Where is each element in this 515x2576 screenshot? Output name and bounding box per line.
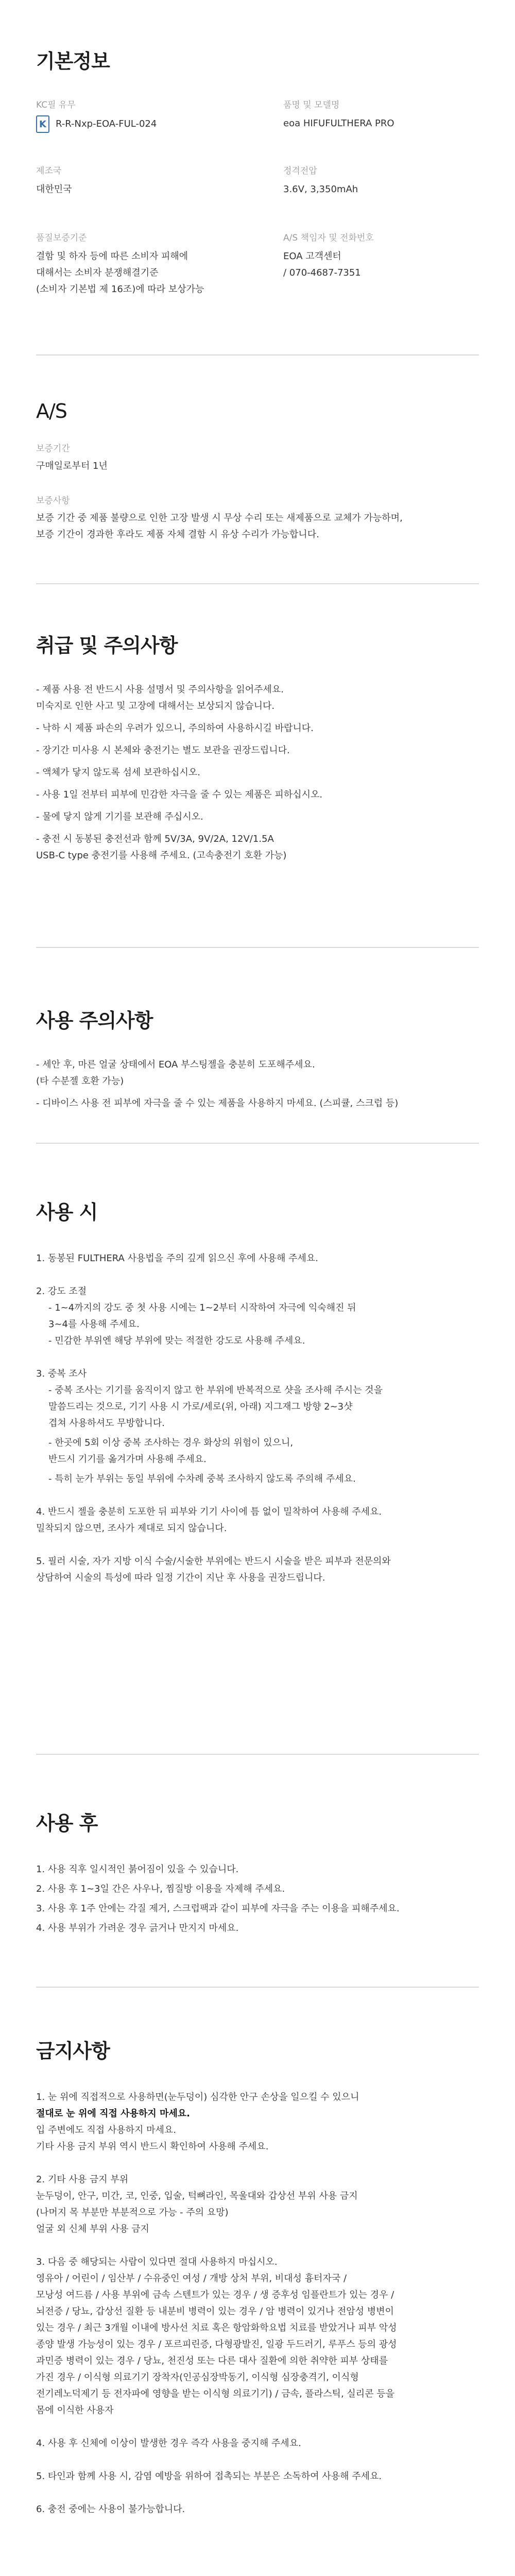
usage-step-5: 5. 필러 시술, 자가 지방 이식 수술/시술한 부위에는 반드시 시술을 받은 피부과 전문의와 상담하여 시술의 특성에 따라 일정 기간이 지난 후 사용을 권장드립니다. [36, 1556, 391, 1583]
during-use-title: 사용 시 [36, 1201, 98, 1224]
maker-country-label: 제조국 [36, 166, 62, 176]
prohibited-item-4: 4. 사용 후 신체에 이상이 발생한 경우 즉각 사용을 중지해 주세요. [36, 2438, 301, 2449]
usage-caution-section [36, 1005, 479, 1117]
after-use-section [36, 1807, 479, 1937]
warranty-matter-line: 보증 기간이 경과한 후라도 제품 자체 결함 시 유상 수리가 가능합니다. [36, 529, 319, 540]
rated-voltage-label: 정격전압 [283, 166, 317, 176]
as-section [36, 400, 479, 543]
handling-section [36, 630, 479, 870]
quality-standard-line: 결함 및 하자 등에 따른 소비자 피해에 [36, 251, 188, 262]
section-divider [36, 947, 479, 948]
after-use-item: 2. 사용 후 1~3일 간은 사우나, 찜질방 이용을 자제해 주세요. [36, 1884, 285, 1894]
maker-country-value: 대한민국 [36, 184, 72, 195]
list-item: - 충전 시 동봉된 충전선과 함께 5V/3A, 9V/2A, 12V/1.5A USB-C type 충전기를 사용해 주세요. (고속충전기 호환 가능) [36, 834, 287, 861]
list-item: - 낙하 시 제품 파손의 우려가 있으니, 주의하여 사용하시길 바랍니다. [36, 723, 314, 734]
list-item: - 물에 닿지 않게 기기를 보관해 주십시오. [36, 811, 203, 822]
prohibited-title: 금지사항 [36, 2040, 110, 2062]
list-item: - 사용 1일 전부터 피부에 민감한 자극을 줄 수 있는 제품은 피하십시오. [36, 789, 323, 800]
section-divider [36, 1987, 479, 1988]
prohibited-item-1-warning: 절대로 눈 위에 직접 사용하지 마세요. [36, 2108, 190, 2119]
list-item: - 한곳에 5회 이상 중복 조사하는 경우 화상의 위험이 있으니, 반드시 기기를 옮겨가며 사용해 주세요. [48, 1437, 294, 1465]
model-label: 품명 및 모델명 [283, 100, 340, 110]
list-item: - 디바이스 사용 전 피부에 자극을 줄 수 있는 제품을 사용하지 마세요. (스피큘, 스크럽 등) [36, 1098, 399, 1109]
section-divider [36, 354, 479, 355]
after-use-item: 4. 사용 부위가 가려운 경우 긁거나 만지지 마세요. [36, 1923, 239, 1934]
usage-step-2-list [36, 1300, 479, 1349]
usage-step-3: 3. 중복 조사 [36, 1368, 87, 1379]
prohibited-item-5: 5. 타인과 함께 사용 시, 감염 예방을 위하여 접촉되는 부분은 소독하여 사용해 주세요. [36, 2471, 382, 2482]
list-item: - 민감한 부위엔 해당 부위에 맞는 적절한 강도로 사용해 주세요. [48, 1335, 305, 1346]
section-divider [36, 583, 479, 584]
kc-label: KC필 유무 [36, 100, 76, 110]
usage-caution-list [36, 1057, 479, 1112]
as-contact-line: EOA 고객센터 [283, 251, 341, 262]
prohibited-item-2: 2. 기타 사용 금지 부위 눈두덩이, 안구, 미간, 코, 인중, 입술, 턱뼈라인, 목울대와 갑상선 부위 사용 금지 (나머지 목 부분만 부분적으로 가능 - 주의 요망) 얼굴 외 신체 부위 사용 금지 [36, 2174, 358, 2234]
section-divider [36, 1754, 479, 1755]
rated-voltage-value: 3.6V, 3,350mAh [283, 184, 358, 195]
list-item: - 액체가 닿지 않도록 섬세 보관하십시오. [36, 767, 201, 778]
list-item: - 중복 조사는 기기를 움직이지 않고 한 부위에 반복적으로 샷을 조사해 주시는 것을 말씀드리는 것으로, 기기 사용 시 가로/세로(위, 아래) 지그재그 방향 2~3샷 겹쳐 사용하셔도 무방합니다. [48, 1385, 383, 1429]
usage-step-3-list [36, 1382, 479, 1487]
list-item: - 제품 사용 전 반드시 사용 설명서 및 주의사항을 읽어주세요. 미숙지로 인한 사고 및 고장에 대해서는 보상되지 않습니다. [36, 684, 284, 711]
during-use-section [36, 1196, 479, 1586]
quality-standard-line: 대해서는 소비자 분쟁해결기준 [36, 267, 159, 278]
basic-info-title: 기본정보 [36, 50, 110, 73]
prohibited-section [36, 2035, 479, 2518]
quality-standard-line: (소비자 기본법 제 16조)에 따라 보상가능 [36, 284, 204, 295]
warranty-period-value: 구매일로부터 1년 [36, 461, 108, 471]
quality-standard-label: 품질보증기준 [36, 233, 87, 243]
handling-title: 취급 및 주의사항 [36, 634, 178, 657]
after-use-title: 사용 후 [36, 1812, 98, 1835]
after-use-item: 1. 사용 직후 일시적인 붉어짐이 있을 수 있습니다. [36, 1864, 239, 1875]
prohibited-item-1-detail: 입 주변에도 직접 사용하지 마세요. 기타 사용 금지 부위 역시 반드시 확인하여 사용해 주세요. [36, 2125, 269, 2152]
usage-step-4: 4. 반드시 젤을 충분히 도포한 뒤 피부와 기기 사이에 틈 없이 밀착하여 사용해 주세요. 밀착되지 않으면, 조사가 제대로 되지 않습니다. [36, 1506, 382, 1534]
as-title: A/S [36, 400, 67, 422]
list-item: - 장기간 미사용 시 본체와 충전기는 별도 보관을 권장드립니다. [36, 745, 290, 756]
prohibited-item-1: 1. 눈 위에 직접적으로 사용하면(눈두덩이) 심각한 안구 손상을 일으킬 수 있으니 [36, 2092, 359, 2103]
usage-step-1: 1. 동봉된 FULTHERA 사용법을 주의 깊게 읽으신 후에 사용해 주세요. [36, 1253, 318, 1264]
warranty-matter-line: 보증 기간 중 제품 불량으로 인한 고장 발생 시 무상 수리 또는 새제품으로 교체가 가능하며, [36, 513, 403, 523]
kc-value: R-R-Nxp-EOA-FUL-024 [56, 118, 157, 129]
basic-info-section [36, 45, 479, 345]
list-item: - 특히 눈가 부위는 동일 부위에 수차례 중복 조사하지 않도록 주의해 주세요. [48, 1473, 356, 1484]
list-item: - 세안 후, 마른 얼굴 상태에서 EOA 부스팅젤을 충분히 도포해주세요. (타 수분젤 호환 가능) [36, 1059, 315, 1087]
section-divider [36, 1143, 479, 1144]
as-contact-label: A/S 책임자 및 전화번호 [283, 233, 374, 243]
warranty-period-label: 보증기간 [36, 444, 70, 454]
list-item: - 1~4까지의 강도 중 첫 사용 시에는 1~2부터 시작하여 자극에 익숙해진 뒤 3~4를 사용해 주세요. [48, 1302, 356, 1330]
usage-step-2: 2. 강도 조절 [36, 1286, 87, 1297]
prohibited-item-6: 6. 충전 중에는 사용이 불가능합니다. [36, 2504, 185, 2515]
as-contact-line: / 070-4687-7351 [283, 267, 361, 278]
model-value: eoa HIFUFULTHERA PRO [283, 118, 394, 129]
usage-caution-title: 사용 주의사항 [36, 1009, 153, 1032]
prohibited-item-3: 3. 다음 중 해당되는 사람이 있다면 절대 사용하지 마십시오. 영유아 / 어린이 / 임산부 / 수유중인 여성 / 개방 상처 부위, 비대성 흉터자국 / 모낭성 여드름 / 사용 부위에 금속 스텐트가 있는 경우 / 생 증후성 임플란트가 있는 경우 / 뇌전증 / 당뇨, 갑상선 질환 등 내분비 병력이 있는 경우 / 암 병력이 있거나 전암성 병변이 있는 경우 / 최근 3개월 이내에 방사선 치료 혹은 항암화학요법 치료를 받았거나 피부 악성 종양 발생 가능성이 있는 경우 / 포르피린증, 다형광발진, 일광 두드러기, 루푸스 등의 광성 과민증 병력이 있는 경우 / 당뇨, 천진성 또는 다른 대사 질환에 의한 취약한 피부 상태를 가진 경우 / 이식형 의료기기 장착자(인공심장박동기, 이식형 심장충격기, 이식형 전기레노덕제기 등 전자파에 영향을 받는 이식형 의료기기) / 금속, 플라스틱, 실리콘 등을 몸에 이식한 사용자 [36, 2257, 397, 2416]
kc-certification-mark: K [36, 115, 49, 133]
after-use-item: 3. 사용 후 1주 안에는 각질 제거, 스크럽팩과 같이 피부에 자극을 주는 이용을 피해주세요. [36, 1903, 400, 1914]
warranty-matter-label: 보증사항 [36, 496, 70, 506]
handling-list [36, 682, 479, 864]
